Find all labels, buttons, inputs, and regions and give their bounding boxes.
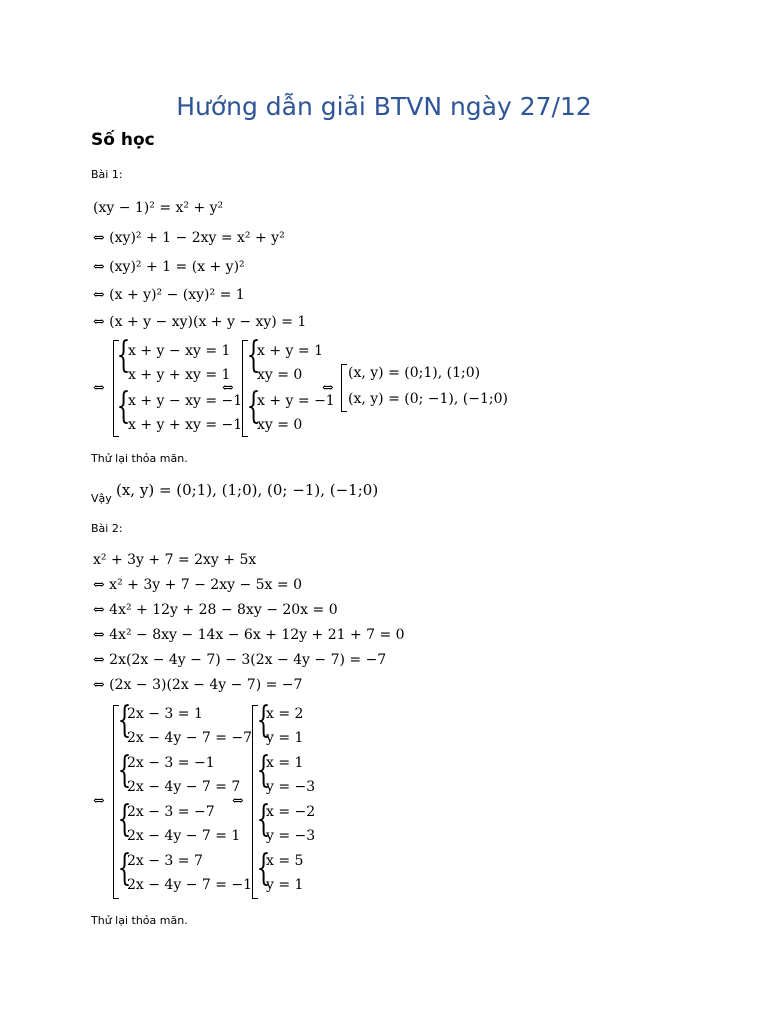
curly-brace: { xyxy=(256,848,271,889)
check-note: Thử lại thỏa mãn. xyxy=(91,914,188,927)
b2-sys-b-2: y = 1 xyxy=(266,730,304,746)
section-heading: Số học xyxy=(91,130,155,150)
b1-sys-a-2: x + y + xy = 1 xyxy=(128,367,231,383)
b1-sys-b-3: x + y = −1 xyxy=(257,393,335,409)
b2-step-1: x² + 3y + 7 = 2xy + 5x xyxy=(93,552,257,568)
problem-1-label: Bài 1: xyxy=(91,168,123,181)
iff-symbol: ⇔ xyxy=(322,380,334,396)
b2-step-5: ⇔ 2x(2x − 4y − 7) − 3(2x − 4y − 7) = −7 xyxy=(93,652,387,668)
b2-sys-a-4: 2x − 4y − 7 = 7 xyxy=(127,779,241,795)
b2-sys-a-5: 2x − 3 = −7 xyxy=(127,804,215,820)
curly-brace: { xyxy=(117,750,132,791)
iff-symbol: ⇔ xyxy=(93,793,105,809)
b2-sys-b-3: x = 1 xyxy=(266,755,304,771)
iff-symbol: ⇔ xyxy=(222,380,234,396)
curly-brace: { xyxy=(117,848,132,889)
square-bracket xyxy=(341,364,347,412)
curly-brace: { xyxy=(256,799,271,840)
b2-sys-a-8: 2x − 4y − 7 = −1 xyxy=(127,877,253,893)
b2-sys-b-1: x = 2 xyxy=(266,706,304,722)
iff-symbol: ⇔ xyxy=(93,380,105,396)
b2-sys-a-2: 2x − 4y − 7 = −7 xyxy=(127,730,253,746)
b1-step-4: ⇔ (x + y)² − (xy)² = 1 xyxy=(93,287,245,303)
b2-sys-b-5: x = −2 xyxy=(266,804,316,820)
b2-sys-b-6: y = −3 xyxy=(266,828,316,844)
b2-step-2: ⇔ x² + 3y + 7 − 2xy − 5x = 0 xyxy=(93,577,302,593)
curly-brace: { xyxy=(246,386,261,427)
iff-symbol: ⇔ xyxy=(232,793,244,809)
b2-step-4: ⇔ 4x² − 8xy − 14x − 6x + 12y + 21 + 7 = 0 xyxy=(93,627,405,643)
curly-brace: { xyxy=(117,700,132,741)
b2-step-6: ⇔ (2x − 3)(2x − 4y − 7) = −7 xyxy=(93,677,303,693)
b2-sys-a-6: 2x − 4y − 7 = 1 xyxy=(127,828,241,844)
curly-brace: { xyxy=(256,700,271,741)
page-title: Hướng dẫn giải BTVN ngày 27/12 xyxy=(176,92,592,121)
b1-sys-b-2: xy = 0 xyxy=(257,367,303,383)
b2-sys-b-8: y = 1 xyxy=(266,877,304,893)
b1-conclusion: (x, y) = (0;1), (1;0), (0; −1), (−1;0) xyxy=(116,481,379,499)
problem-2-label: Bài 2: xyxy=(91,522,123,535)
b1-result-1: (x, y) = (0;1), (1;0) xyxy=(348,365,481,381)
check-note: Thử lại thỏa mãn. xyxy=(91,452,188,465)
b2-sys-a-7: 2x − 3 = 7 xyxy=(127,853,203,869)
curly-brace: { xyxy=(256,750,271,791)
b1-sys-a-4: x + y + xy = −1 xyxy=(128,417,243,433)
curly-brace: { xyxy=(246,335,261,376)
b1-step-1: (xy − 1)² = x² + y² xyxy=(93,200,224,216)
b2-sys-a-3: 2x − 3 = −1 xyxy=(127,755,215,771)
curly-brace: { xyxy=(117,799,132,840)
b1-step-5: ⇔ (x + y − xy)(x + y − xy) = 1 xyxy=(93,314,307,330)
curly-brace: { xyxy=(116,335,131,376)
b1-sys-b-4: xy = 0 xyxy=(257,417,303,433)
b1-result-2: (x, y) = (0; −1), (−1;0) xyxy=(348,391,508,407)
b1-sys-a-1: x + y − xy = 1 xyxy=(128,343,231,359)
b2-sys-b-4: y = −3 xyxy=(266,779,316,795)
b1-sys-b-1: x + y = 1 xyxy=(257,343,323,359)
b2-step-3: ⇔ 4x² + 12y + 28 − 8xy − 20x = 0 xyxy=(93,602,338,618)
curly-brace: { xyxy=(116,386,131,427)
b2-sys-a-1: 2x − 3 = 1 xyxy=(127,706,203,722)
b1-step-2: ⇔ (xy)² + 1 − 2xy = x² + y² xyxy=(93,230,285,246)
b1-sys-a-3: x + y − xy = −1 xyxy=(128,393,243,409)
conclusion-word: Vậy xyxy=(91,492,112,505)
b1-step-3: ⇔ (xy)² + 1 = (x + y)² xyxy=(93,259,245,275)
b2-sys-b-7: x = 5 xyxy=(266,853,304,869)
